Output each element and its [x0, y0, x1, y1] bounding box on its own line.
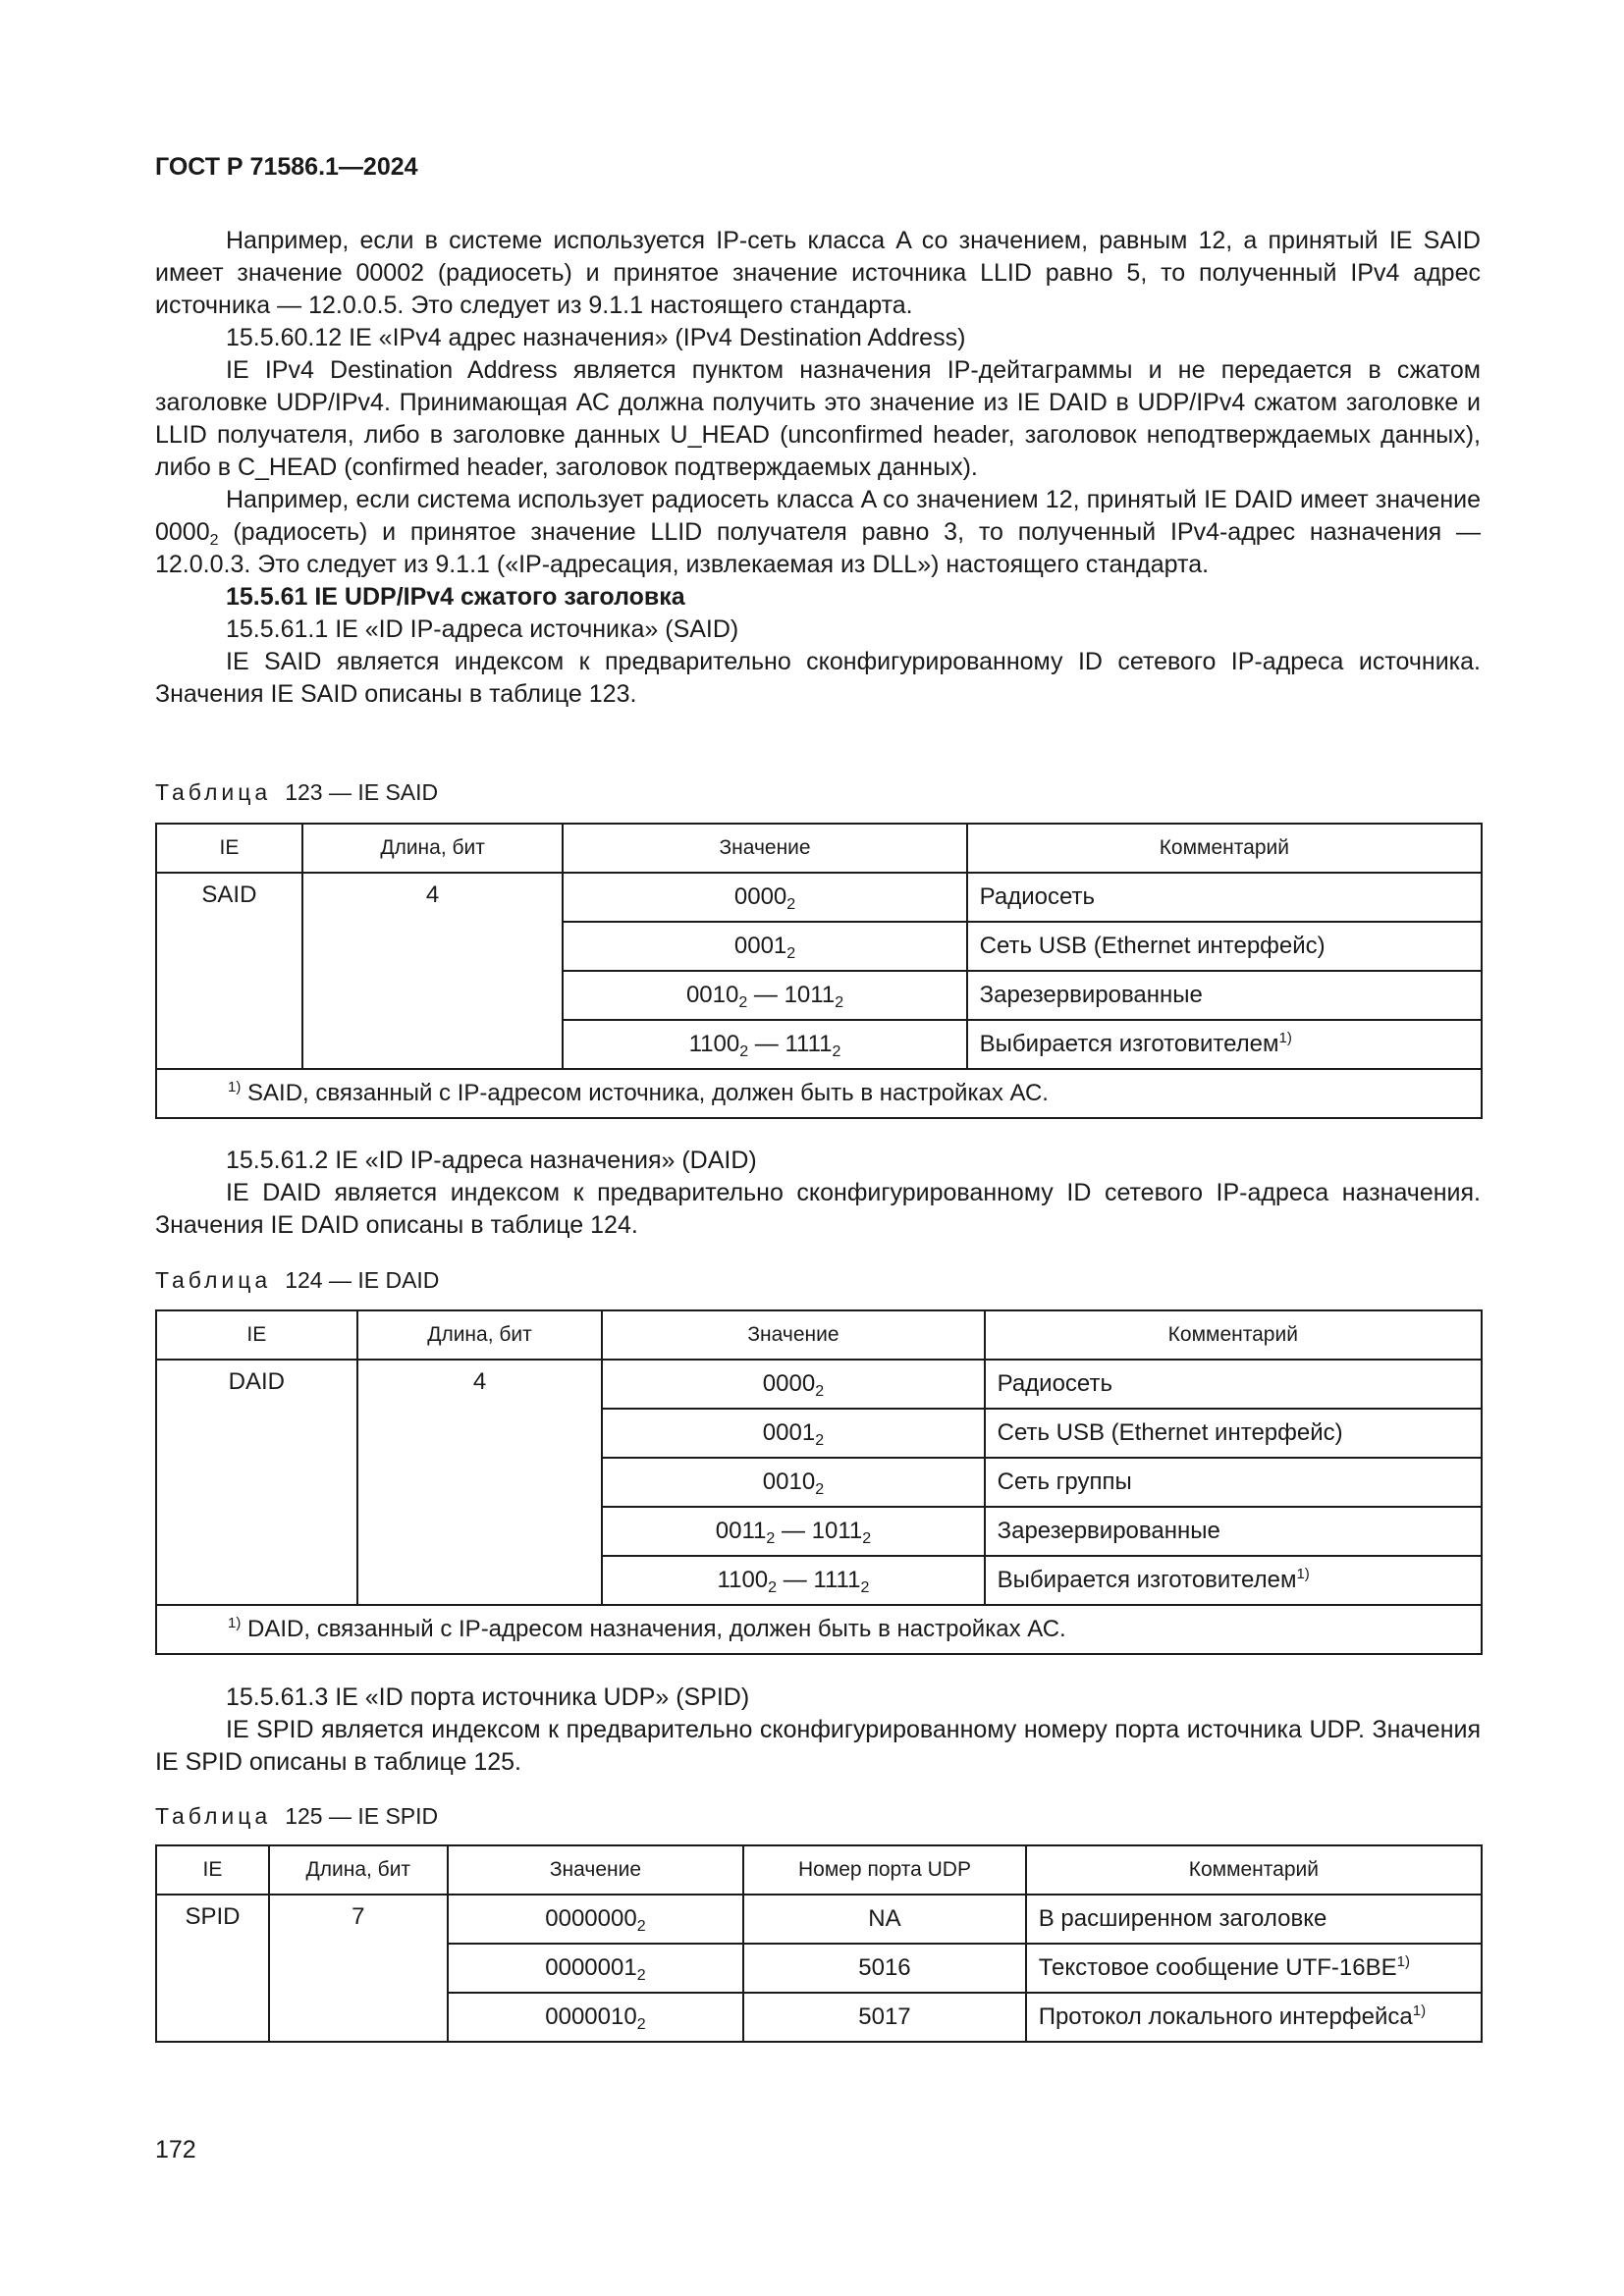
paragraph-destination-address: IE IPv4 Destination Address является пунктом назначения IP-дейтаграммы и не передается в сжатом заголовке UDP/IPv4. Принимающая АС должна получить это значение из IE DAID в UDP/IPv4 сжатом заголовке и LLID получателя, либо в заголовке данных U_HEAD (unconfirmed header, заголовок неподтверждаемых данных), либо в C_HEAD (confirmed header, заголовок подтверждаемых данных).: [155, 356, 1481, 481]
text-block-1: [155, 225, 1481, 711]
subsection-15-5-61-2: 15.5.61.2 IE «ID IP-адреса назначения» (DAID): [226, 1147, 757, 1174]
page-number: 172: [155, 2136, 196, 2163]
cell-udp-port: 5017: [743, 1993, 1025, 2042]
paragraph-example-source: Например, если в системе используется IP-сеть класса A со значением, равным 12, а принятый IE SAID имеет значение 00002 (радиосеть) и принятое значение источника LLID равно 5, то полученный IPv4 адрес источника — 12.0.0.5. Это следует из 9.1.1 настоящего стандарта.: [155, 227, 1481, 319]
cell-value: $0000000_2$: [448, 1895, 744, 1944]
cell-udp-port: 5016: [743, 1944, 1025, 1993]
header-udp-port: Номер порта UDP: [743, 1845, 1025, 1895]
cell-ie: DAID: [156, 1360, 357, 1605]
cell-length: 4: [302, 873, 564, 1069]
cell-value: $0000010_2$: [448, 1993, 744, 2042]
header-ie: IE: [156, 824, 302, 873]
cell-ie: SAID: [156, 873, 302, 1069]
cell-value: $1100_2$ — $1111_2$: [602, 1556, 984, 1605]
subsection-15-5-60-12: 15.5.60.12 IE «IPv4 адрес назначения» (IPv4 Destination Address): [226, 324, 966, 351]
cell-value: $0001_2$: [602, 1409, 984, 1458]
header-value: Значение: [448, 1845, 744, 1895]
table-123-said: [155, 823, 1483, 1119]
cell-value: $0000_2$: [563, 873, 966, 922]
table-footnote-row: [156, 1069, 1482, 1118]
table-row: [156, 1360, 1482, 1409]
cell-comment: Сеть группы: [985, 1458, 1482, 1507]
header-comment: Комментарий: [985, 1310, 1482, 1360]
paragraph-spid: IE SPID является индексом к предварительно сконфигурированному номеру порта источника UDP. Значения IE SPID описаны в таблице 125.: [155, 1716, 1481, 1776]
table-footnote: $^{1)}$ SAID, связанный с IP-адресом источника, должен быть в настройках АС.: [156, 1069, 1482, 1118]
table-row: [156, 873, 1482, 922]
table-footnote: $^{1)}$ DAID, связанный с IP-адресом назначения, должен быть в настройках АС.: [156, 1605, 1482, 1654]
table-123-caption: Таблица 123 — IE SAID: [155, 779, 439, 805]
table-row: [156, 1895, 1482, 1944]
paragraph-daid: IE DAID является индексом к предварительно сконфигурированному ID сетевого IP-адреса назначения. Значения IE DAID описаны в таблице 124.: [155, 1179, 1481, 1239]
cell-comment: Зарезервированные: [967, 971, 1482, 1020]
text-block-3: [155, 1682, 1481, 1779]
table-125-spid: [155, 1844, 1483, 2043]
table-125-caption: Таблица 125 — IE SPID: [155, 1803, 439, 1829]
cell-comment: В расширенном заголовке: [1026, 1895, 1482, 1944]
cell-value: $0000_2$: [602, 1360, 984, 1409]
cell-comment: Текстовое сообщение UTF-16BE$^{1)}$: [1026, 1944, 1482, 1993]
header-length: Длина, бит: [357, 1310, 603, 1360]
table-header-row: [156, 824, 1482, 873]
cell-value: $0001_2$: [563, 922, 966, 971]
paragraph-said: IE SAID является индексом к предварительно сконфигурированному ID сетевого IP-адреса источника. Значения IE SAID описаны в таблице 123.: [155, 648, 1481, 708]
header-value: Значение: [563, 824, 966, 873]
cell-comment: Выбирается изготовителем$^{1)}$: [967, 1020, 1482, 1069]
cell-udp-port: NA: [743, 1895, 1025, 1944]
subsection-15-5-61-3: 15.5.61.3 IE «ID порта источника UDP» (SPID): [226, 1683, 750, 1711]
table-header-row: [156, 1310, 1482, 1360]
cell-length: 7: [269, 1895, 448, 2042]
subsection-15-5-61-1: 15.5.61.1 IE «ID IP-адреса источника» (SAID): [226, 615, 739, 643]
document-id-header: ГОСТ Р 71586.1—2024: [155, 153, 418, 181]
table-124-caption: Таблица 124 — IE DAID: [155, 1267, 440, 1293]
cell-comment: Выбирается изготовителем$^{1)}$: [985, 1556, 1482, 1605]
cell-ie: SPID: [156, 1895, 269, 2042]
header-length: Длина, бит: [302, 824, 564, 873]
header-length: Длина, бит: [269, 1845, 448, 1895]
cell-comment: Протокол локального интерфейса$^{1)}$: [1026, 1993, 1482, 2042]
cell-value: $1100_2$ — $1111_2$: [563, 1020, 966, 1069]
cell-value: $0000001_2$: [448, 1944, 744, 1993]
cell-comment: Зарезервированные: [985, 1507, 1482, 1556]
paragraph-example-destination: Например, если система использует радиосеть класса A со значением 12, принятый IE DAID имеет значение $0000_2$ (радиосеть) и принятое значение LLID получателя равно 3, то полученный IPv4-адрес назначения — 12.0.0.3. Это следует из 9.1.1 («IP-адресация, извлекаемая из DLL») настоящего стандарта.: [155, 486, 1481, 578]
cell-comment: Сеть USB (Ethernet интерфейс): [985, 1409, 1482, 1458]
table-124-daid: [155, 1309, 1483, 1655]
header-ie: IE: [156, 1845, 269, 1895]
header-ie: IE: [156, 1310, 357, 1360]
cell-value: $0011_2$ — $1011_2$: [602, 1507, 984, 1556]
cell-length: 4: [357, 1360, 603, 1605]
header-value: Значение: [602, 1310, 984, 1360]
cell-comment: Радиосеть: [967, 873, 1482, 922]
cell-comment: Радиосеть: [985, 1360, 1482, 1409]
cell-value: $0010_2$ — $1011_2$: [563, 971, 966, 1020]
text-block-2: [155, 1145, 1481, 1242]
cell-value: $0010_2$: [602, 1458, 984, 1507]
cell-comment: Сеть USB (Ethernet интерфейс): [967, 922, 1482, 971]
header-comment: Комментарий: [967, 824, 1482, 873]
header-comment: Комментарий: [1026, 1845, 1482, 1895]
table-footnote-row: [156, 1605, 1482, 1654]
section-heading-15-5-61: 15.5.61 IE UDP/IPv4 сжатого заголовка: [226, 583, 685, 611]
table-header-row: [156, 1845, 1482, 1895]
